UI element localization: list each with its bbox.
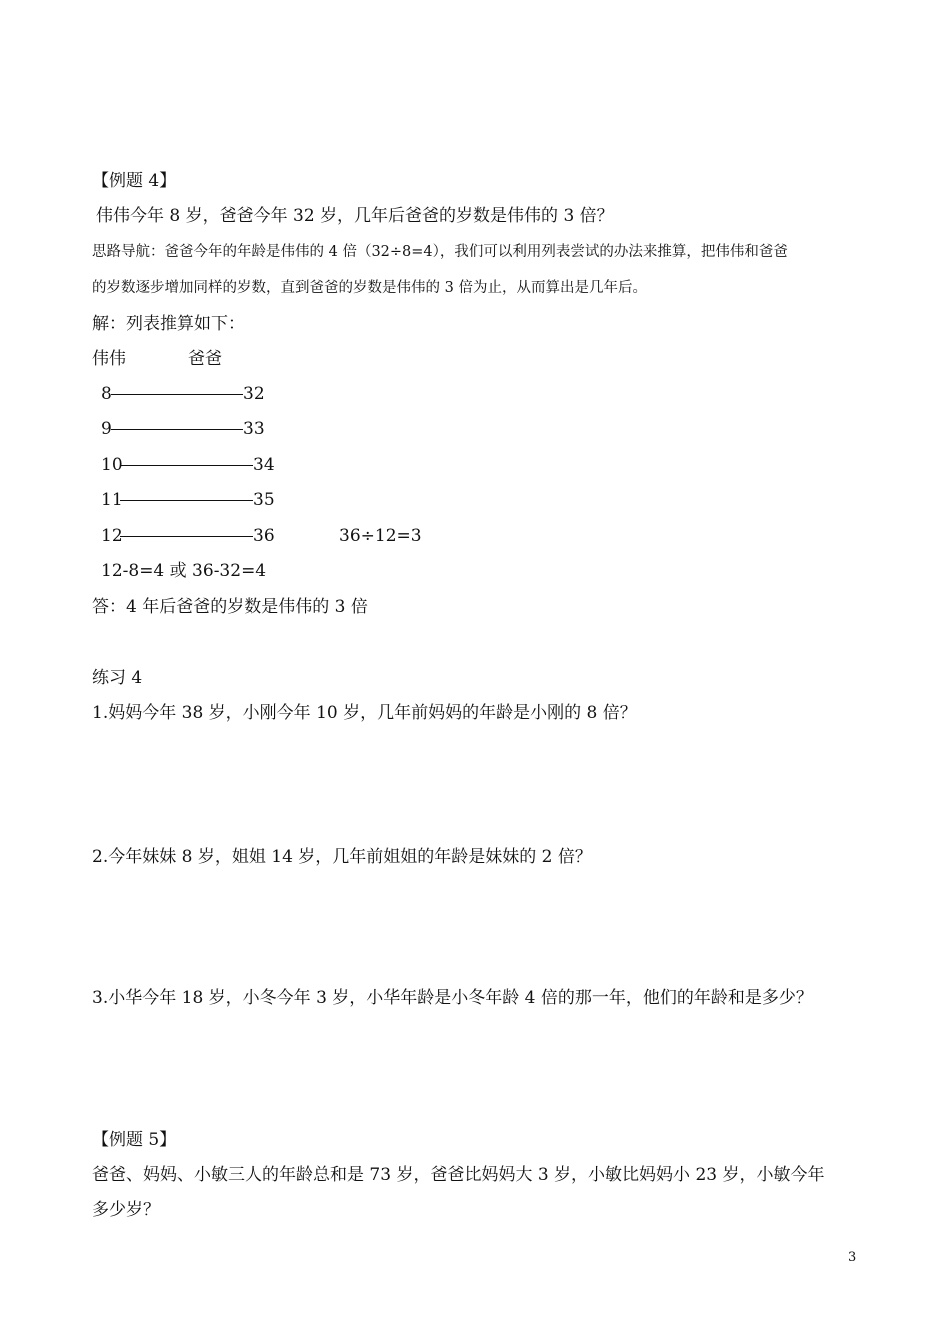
row-right-value: 33 — [243, 419, 265, 439]
row-left-value: 9 — [101, 419, 112, 439]
example4-solution-intro: 解：列表推算如下： — [92, 314, 245, 334]
example4-hint-line1: 思路导航：爸爸今年的年龄是伟伟的 4 倍（32÷8=4），我们可以利用列表尝试的办法来推算，把伟伟和爸爸 — [92, 244, 788, 260]
connector-line — [111, 429, 243, 430]
practice4-heading: 练习 4 — [92, 668, 143, 688]
example4-calculation: 12-8=4 或 36-32=4 — [101, 561, 267, 581]
row-left-value: 12 — [101, 526, 123, 546]
practice4-question-3: 3.小华今年 18 岁，小冬今年 3 岁，小华年龄是小冬年龄 4 倍的那一年，他们的年龄和是多少？ — [92, 988, 813, 1008]
example5-heading: 【例题 5】 — [92, 1130, 177, 1150]
page-number: 3 — [848, 1250, 857, 1265]
practice4-question-2: 2.今年妹妹 8 岁，姐姐 14 岁，几年前姐姐的年龄是妹妹的 2 倍？ — [92, 847, 592, 867]
example5-question-line2: 多少岁？ — [92, 1200, 160, 1220]
column-header-weiwei: 伟伟 — [92, 349, 126, 369]
column-header-baba: 爸爸 — [188, 349, 222, 369]
example4-hint-line2: 的岁数逐步增加同样的岁数，直到爸爸的岁数是伟伟的 3 倍为止，从而算出是几年后。 — [92, 280, 647, 296]
row-left-value: 8 — [101, 384, 112, 404]
row-right-value: 35 — [253, 490, 275, 510]
example4-question: 伟伟今年 8 岁，爸爸今年 32 岁，几年后爸爸的岁数是伟伟的 3 倍？ — [96, 206, 614, 226]
row-right-value: 36 — [253, 526, 275, 546]
connector-line — [111, 394, 243, 395]
practice4-question-1: 1.妈妈今年 38 岁，小刚今年 10 岁，几年前妈妈的年龄是小刚的 8 倍？ — [92, 703, 637, 723]
row-left-value: 10 — [101, 455, 123, 475]
example4-answer: 答：4 年后爸爸的岁数是伟伟的 3 倍 — [92, 597, 368, 617]
example4-heading: 【例题 4】 — [92, 171, 177, 191]
connector-line — [120, 465, 253, 466]
row-right-value: 32 — [243, 384, 265, 404]
connector-line — [120, 536, 253, 537]
row-left-value: 11 — [101, 490, 123, 510]
row-right-value: 34 — [253, 455, 275, 475]
example5-question-line1: 爸爸、妈妈、小敏三人的年龄总和是 73 岁，爸爸比妈妈大 3 岁，小敏比妈妈小 23 岁，小敏今年 — [92, 1165, 825, 1185]
ratio-check: 36÷12=3 — [339, 526, 422, 546]
connector-line — [120, 500, 253, 501]
